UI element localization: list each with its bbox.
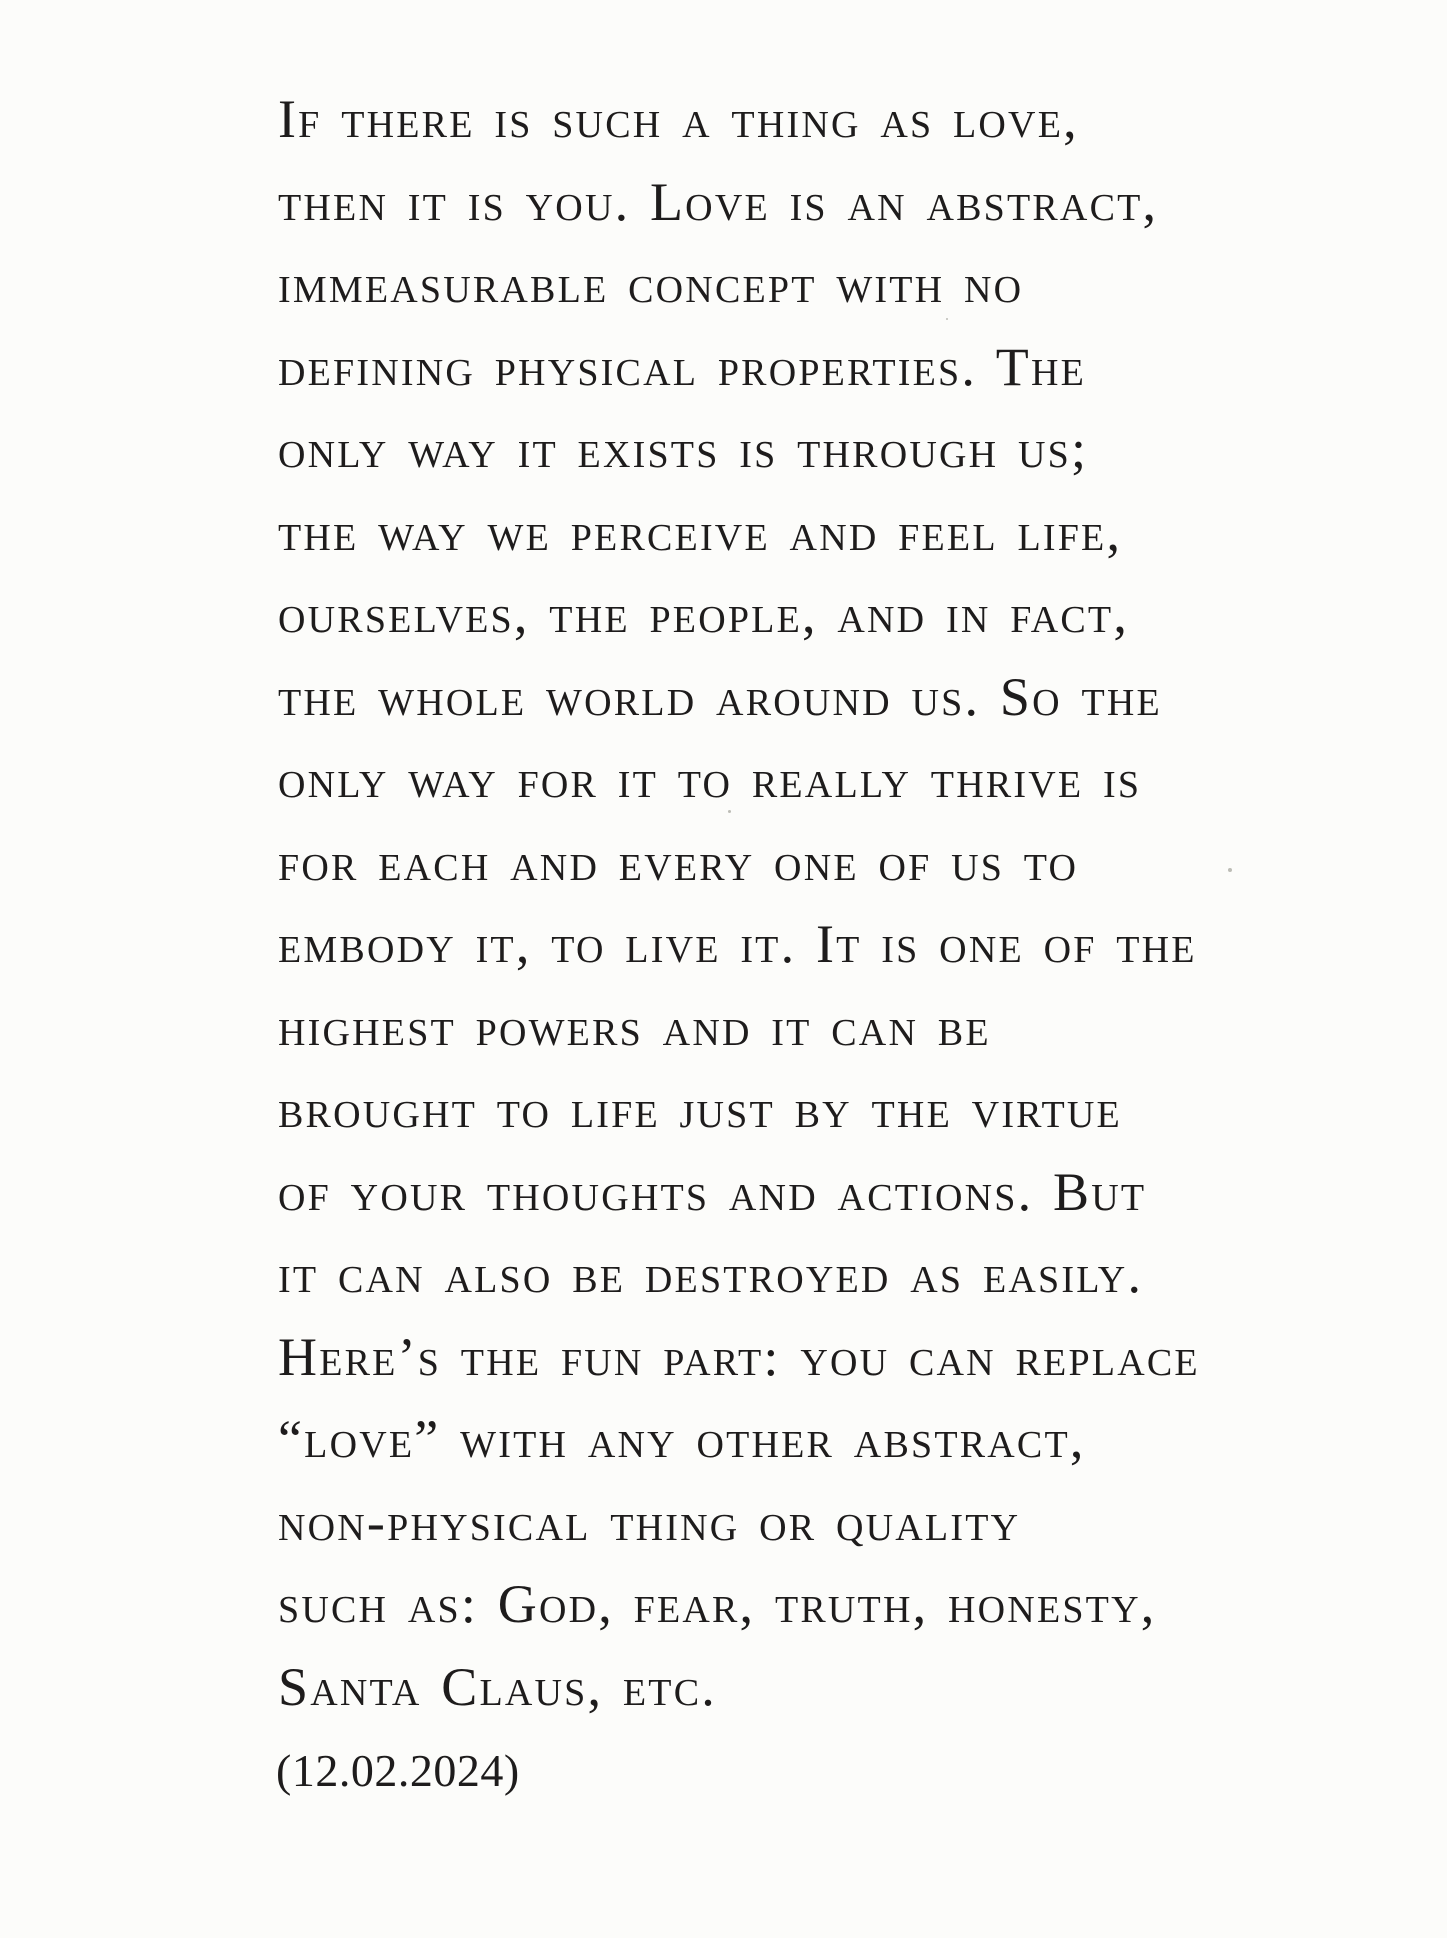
scan-speck bbox=[728, 810, 731, 813]
poem-line: If there is such a thing as love, bbox=[278, 89, 1079, 149]
poem-text bbox=[278, 78, 1378, 1728]
poem-line: non-physical thing or quality bbox=[278, 1491, 1021, 1552]
poem-line: the whole world around us. So the bbox=[278, 666, 1162, 727]
date-stamp: (12.02.2024) bbox=[276, 1745, 520, 1796]
poem-line: it can also be destroyed as easily. bbox=[278, 1244, 1144, 1304]
poem-line: the way we perceive and feel life, bbox=[278, 501, 1123, 562]
poem-line: highest powers and it can be bbox=[278, 996, 991, 1057]
poem-line: ourselves, the people, and in fact, bbox=[278, 584, 1130, 644]
poem-line: of your thoughts and actions. But bbox=[278, 1161, 1147, 1222]
poem-line: only way for it to really thrive is bbox=[278, 749, 1142, 809]
poem-line: brought to life just by the virtue bbox=[278, 1079, 1122, 1139]
poem-line: defining physical properties. The bbox=[278, 336, 1087, 397]
poem-line: Here’s the fun part: you can replace bbox=[278, 1326, 1200, 1387]
poem-line: embody it, to live it. It is one of the bbox=[278, 914, 1197, 974]
poem-line: “love” with any other abstract, bbox=[278, 1409, 1086, 1469]
poem-line: for each and every one of us to bbox=[278, 831, 1079, 892]
scan-speck bbox=[946, 318, 948, 320]
poem-line: immeasurable concept with no bbox=[278, 254, 1024, 314]
scan-speck bbox=[1228, 868, 1232, 872]
poem-line: such as: God, fear, truth, honesty, bbox=[278, 1574, 1157, 1634]
poem-line: only way it exists is through us; bbox=[278, 419, 1089, 479]
poem-line: then it is you. Love is an abstract, bbox=[278, 171, 1159, 232]
poem-line: Santa Claus, etc. bbox=[278, 1656, 717, 1717]
